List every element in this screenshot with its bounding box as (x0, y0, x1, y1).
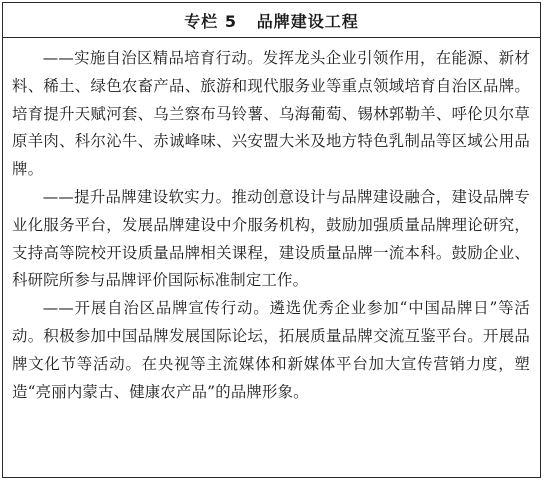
paragraph-brand-soft-power: ——提升品牌建设软实力。推动创意设计与品牌建设融合，建设品牌专业化服务平台，发展品牌建设中介服务机构，鼓励加强质量品牌理论研究，支持高等院校开设质量品牌相关课程，建设质量品牌一流本科。鼓励企业、科研院所参与品牌评价国际标准制定工作。 (12, 187, 530, 290)
paragraph-brand-promotion: ——开展自治区品牌宣传行动。遴选优秀企业参加“中国品牌日”等活动。积极参加中国品牌发展国际论坛，拓展质量品牌交流互鉴平台。开展品牌文化节等活动。在央视等主流媒体和新媒体平台加大宣传营销力度，塑造“亮丽内蒙古、健康农产品”的品牌形象。 (12, 299, 530, 401)
paragraph-quality-brand-cultivation: ——实施自治区精品培育行动。发挥龙头企业引领作用，在能源、新材料、稀土、绿色农畜产品、旅游和现代服务业等重点领域培育自治区品牌。培育提升天赋河套、乌兰察布马铃薯、乌海葡萄、锡林郭勒羊、呼伦贝尔草原羊肉、科尔沁牛、赤诚峰味、兴安盟大米及地方特色乳制品等区域公用品牌。 (12, 49, 530, 179)
column-box (2, 2, 541, 478)
box-title: 专栏 5 品牌建设工程 (184, 11, 359, 31)
box-header (3, 3, 540, 38)
box-body (3, 38, 540, 406)
